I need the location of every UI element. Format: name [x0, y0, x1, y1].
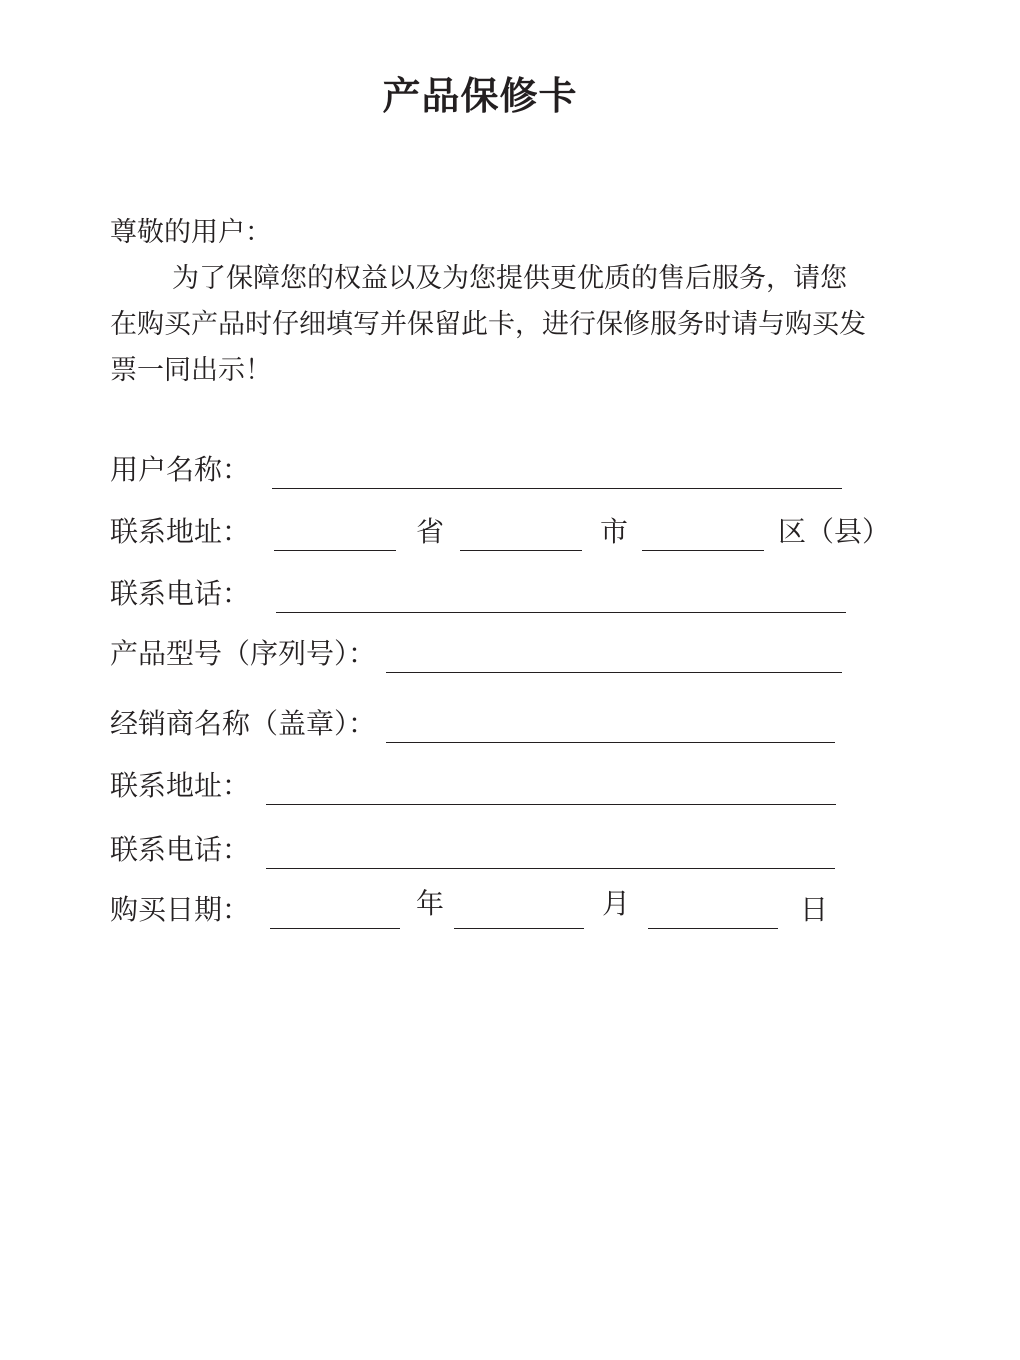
user-phone-label: 联系电话：: [110, 577, 251, 610]
dealer-phone-input-line[interactable]: [266, 868, 835, 869]
user-name-input-line[interactable]: [272, 488, 842, 489]
product-model-label: 产品型号（序列号）：: [110, 637, 377, 670]
user-name-label: 用户名称：: [110, 453, 251, 486]
user-phone-input-line[interactable]: [276, 612, 846, 613]
city-unit: 市: [600, 515, 629, 548]
dealer-name-input-line[interactable]: [386, 742, 835, 743]
purchase-date-row: [110, 888, 870, 932]
dealer-address-row: [110, 764, 870, 808]
dealer-name-row: [110, 702, 870, 746]
day-input-line[interactable]: [648, 928, 778, 929]
province-input-line[interactable]: [274, 550, 396, 551]
purchase-date-label: 购买日期：: [110, 893, 251, 926]
month-input-line[interactable]: [454, 928, 584, 929]
dealer-name-label: 经销商名称（盖章）：: [110, 707, 377, 740]
user-phone-row: [110, 572, 870, 616]
user-address-label: 联系地址：: [110, 515, 251, 548]
greeting: 尊敬的用户：: [110, 217, 272, 248]
dealer-phone-label: 联系电话：: [110, 833, 251, 866]
month-unit: 月: [602, 887, 631, 920]
dealer-phone-row: [110, 828, 870, 872]
dealer-address-input-line[interactable]: [266, 804, 836, 805]
user-name-row: [110, 448, 870, 492]
page-title: 产品保修卡: [382, 74, 578, 118]
province-unit: 省: [416, 515, 445, 548]
day-unit: 日: [800, 893, 829, 926]
product-model-input-line[interactable]: [386, 672, 842, 673]
district-input-line[interactable]: [642, 550, 764, 551]
user-address-row: [110, 510, 890, 554]
city-input-line[interactable]: [460, 550, 582, 551]
intro-paragraph: 为了保障您的权益以及为您提供更优质的售后服务，请您在购买产品时仔细填写并保留此卡，进行保修服务时请与购买发票一同出示！: [110, 263, 866, 386]
district-unit: 区（县）: [778, 515, 891, 548]
year-input-line[interactable]: [270, 928, 400, 929]
intro-text: [110, 210, 870, 394]
year-unit: 年: [416, 887, 445, 920]
product-model-row: [110, 632, 870, 676]
dealer-address-label: 联系地址：: [110, 769, 251, 802]
